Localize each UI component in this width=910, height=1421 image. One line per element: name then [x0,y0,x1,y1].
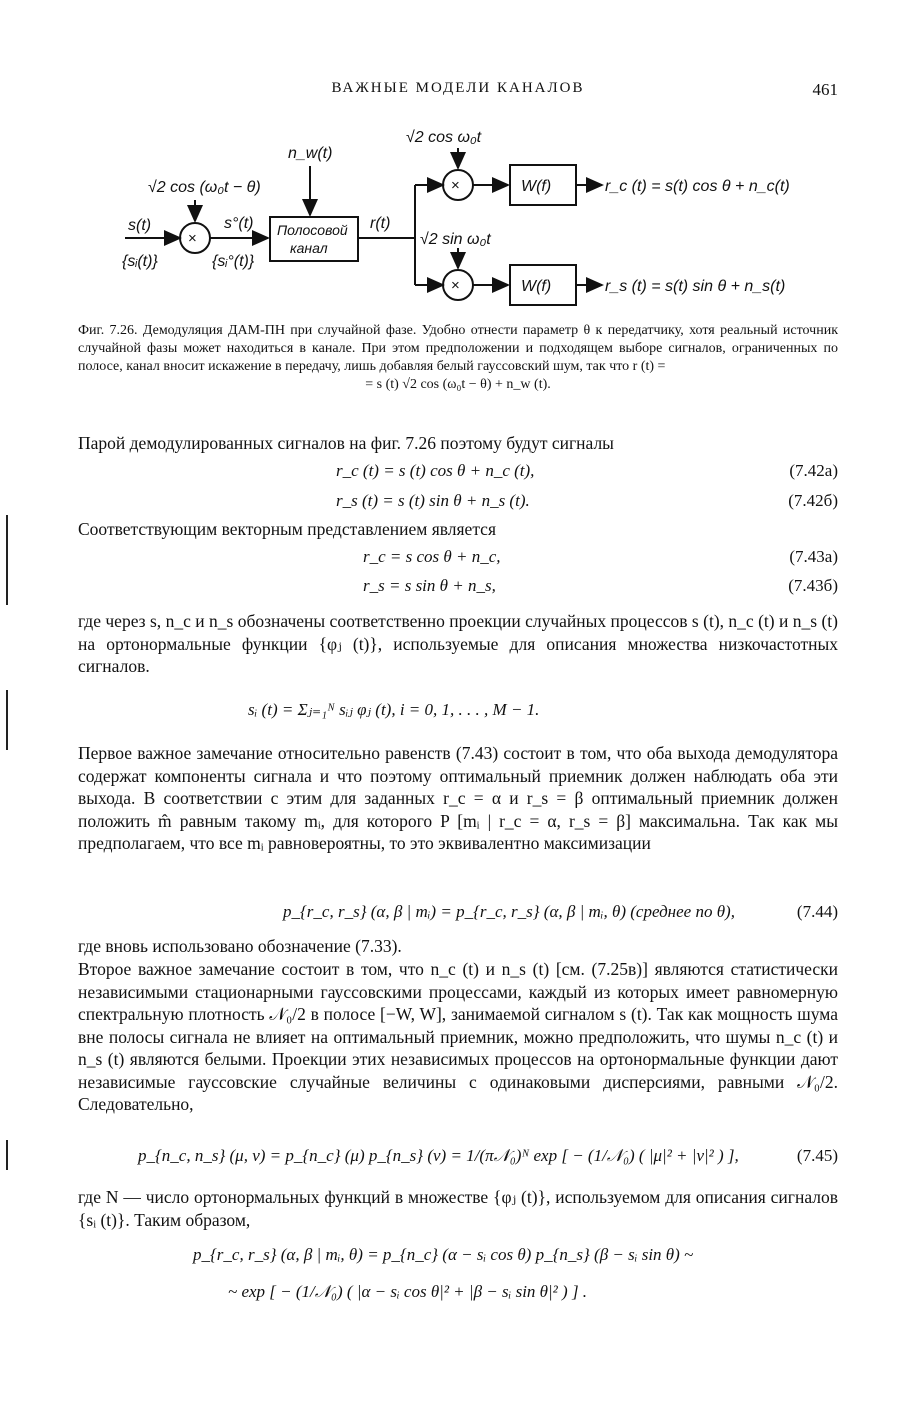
equation-7-45 [78,1146,838,1170]
equation-final-line-2-body: ~ exp [ − (1/𝒩₀) ( |α − sᵢ cos θ|² + |β − sᵢ sin θ|² ) ] . [228,1282,588,1301]
running-title: ВАЖНЫЕ МОДЕЛИ КАНАЛОВ [331,80,585,96]
output-s-label: r_s (t) = s(t) sin θ + n_s(t) [605,278,786,295]
page-header [78,80,838,104]
paragraph-3: где через s, n_c и n_s обозначены соответственно проекции случайных процессов s (t), n_c (t) и n_s (t) на ортонормальные функции {φⱼ (t)}, используемые для описания множества низкочастотных сигналов. [78,611,838,676]
equation-7-42a-label: (7.42а) [789,461,838,480]
equation-7-43b-label: (7.43б) [788,576,838,595]
equation-7-42b [78,491,838,515]
equation-7-43a [78,547,838,571]
equation-final-line-2 [78,1282,838,1306]
paragraph-7: где N — число ортонормальных функций в множестве {φⱼ (t)}, используемом для описания сигналов {sᵢ (t)}. Таким образом, [78,1187,838,1230]
lower-filter-label: W(f) [521,278,552,295]
equation-7-42a-body: r_c (t) = s (t) cos θ + n_c (t), [336,461,535,480]
modulated-label: s°(t) [224,215,254,232]
sin-multiplier-symbol: × [451,277,460,294]
cos-reference-label: √2 cos ω₀t [406,129,482,146]
output-c-label: r_c (t) = s(t) cos θ + n_c(t) [605,178,790,195]
noise-label: n_w(t) [288,145,333,162]
carrier-label: √2 cos (ω₀t − θ) [148,179,261,196]
equation-7-43a-body: r_c = s cos θ + n_c, [363,547,501,566]
input-multiplier-symbol: × [188,230,197,247]
equation-7-44-label: (7.44) [796,902,838,921]
paragraph-4: Первое важное замечание относительно равенств (7.43) состоит в том, что оба выхода демодулятора содержат компоненты сигнала и что поэтому оптимальный приемник должен наблюдать оба эти выхода. В соответствии с этим для заданных r_c = α и r_s = β оптимальный приемник должен положить m̂ равным такому mᵢ, для которого P [mᵢ | r_c = α, r_s = β] максимальна. Так как мы предполагаем, что все mᵢ равновероятны, то это эквивалентно максимизации [78,743,838,853]
equation-sum-body: sᵢ (t) = Σⱼ₌₁ᴺ sᵢⱼ φⱼ (t), i = 0, 1, . . . , M − 1. [248,700,540,719]
upper-filter-label: W(f) [521,178,552,195]
equation-sum [78,700,838,724]
equation-7-45-label: (7.45) [796,1146,838,1165]
paragraph-6: Второе важное замечание состоит в том, что n_c (t) и n_s (t) [см. (7.25в)] являются статистически независимыми стационарными гауссовскими процессами, каждый из которых имеет равномерную спектральную плотность 𝒩₀/2 в полосе [−W, W], занимаемой сигналом s (t). Так как мощность шума вне полосы сигнала не влияет на оптимальный приемник, можно предположить, что шумы n_c (t) и n_s (t) являются белыми. Проекции этих независимых процессов на ортонормальные функции дают независимые гауссовские случайные величины с одинаковыми дисперсиями, равными 𝒩₀/2. Следовательно, [78,959,838,1114]
equation-7-42a [78,461,838,485]
equation-7-43b [78,576,838,600]
equation-7-44 [78,902,838,926]
margin-scan-line [6,690,8,750]
page-number: 461 [812,80,838,99]
equation-final-line-1-body: p_{r_c, r_s} (α, β | mᵢ, θ) = p_{n_c} (α − sᵢ cos θ) p_{n_s} (β − sᵢ sin θ) ~ [193,1245,694,1264]
input-set-label: {sᵢ(t)} [122,253,158,270]
margin-scan-line [6,1140,8,1170]
received-label: r(t) [370,215,391,232]
margin-scan-line [6,515,8,605]
input-label: s(t) [128,217,152,234]
caption-formula: = s (t) √2 cos (ω₀t − θ) + n_w (t). [365,377,551,392]
equation-7-45-body: p_{n_c, n_s} (μ, ν) = p_{n_c} (μ) p_{n_s} (ν) = 1/(π𝒩₀)ᴺ exp [ − (1/𝒩₀) ( |μ|² + |ν|² ) ], [138,1146,739,1165]
equation-7-43b-body: r_s = s sin θ + n_s, [363,576,496,595]
cos-multiplier-symbol: × [451,177,460,194]
paragraph-1: Парой демодулированных сигналов на фиг. 7.26 поэтому будут сигналы [78,433,614,453]
equation-7-42b-label: (7.42б) [788,491,838,510]
sin-reference-label: √2 sin ω₀t [420,231,491,248]
figure-caption [78,322,838,394]
equation-7-44-body: p_{r_c, r_s} (α, β | mᵢ) = p_{r_c, r_s} (α, β | mᵢ, θ) (среднее по θ), [283,902,735,921]
caption-text: Фиг. 7.26. Демодуляция ДАМ-ПН при случайной фазе. Удобно отнести параметр θ к передатчику, хотя реальный источник случайной фазы может находиться в канале. При этом предположении и подходящем выборе сигналов, ограниченных по полосе, канал вносит искажение в передачу, лишь добавляя белый гауссовский шум, так что r (t) = [78,323,838,374]
channel-label-line2: канал [290,240,328,256]
equation-7-43a-label: (7.43а) [789,547,838,566]
equation-final-line-1 [78,1245,838,1269]
paragraph-2: Соответствующим векторным представлением является [78,519,497,539]
paragraph-5: где вновь использовано обозначение (7.33). [78,936,402,956]
channel-label-line1: Полосовой [277,222,348,238]
demodulator-block-diagram [100,120,840,325]
equation-7-42b-body: r_s (t) = s (t) sin θ + n_s (t). [336,491,530,510]
figure-7-26-diagram [100,120,840,325]
modulated-set-label: {sᵢ°(t)} [212,253,255,270]
